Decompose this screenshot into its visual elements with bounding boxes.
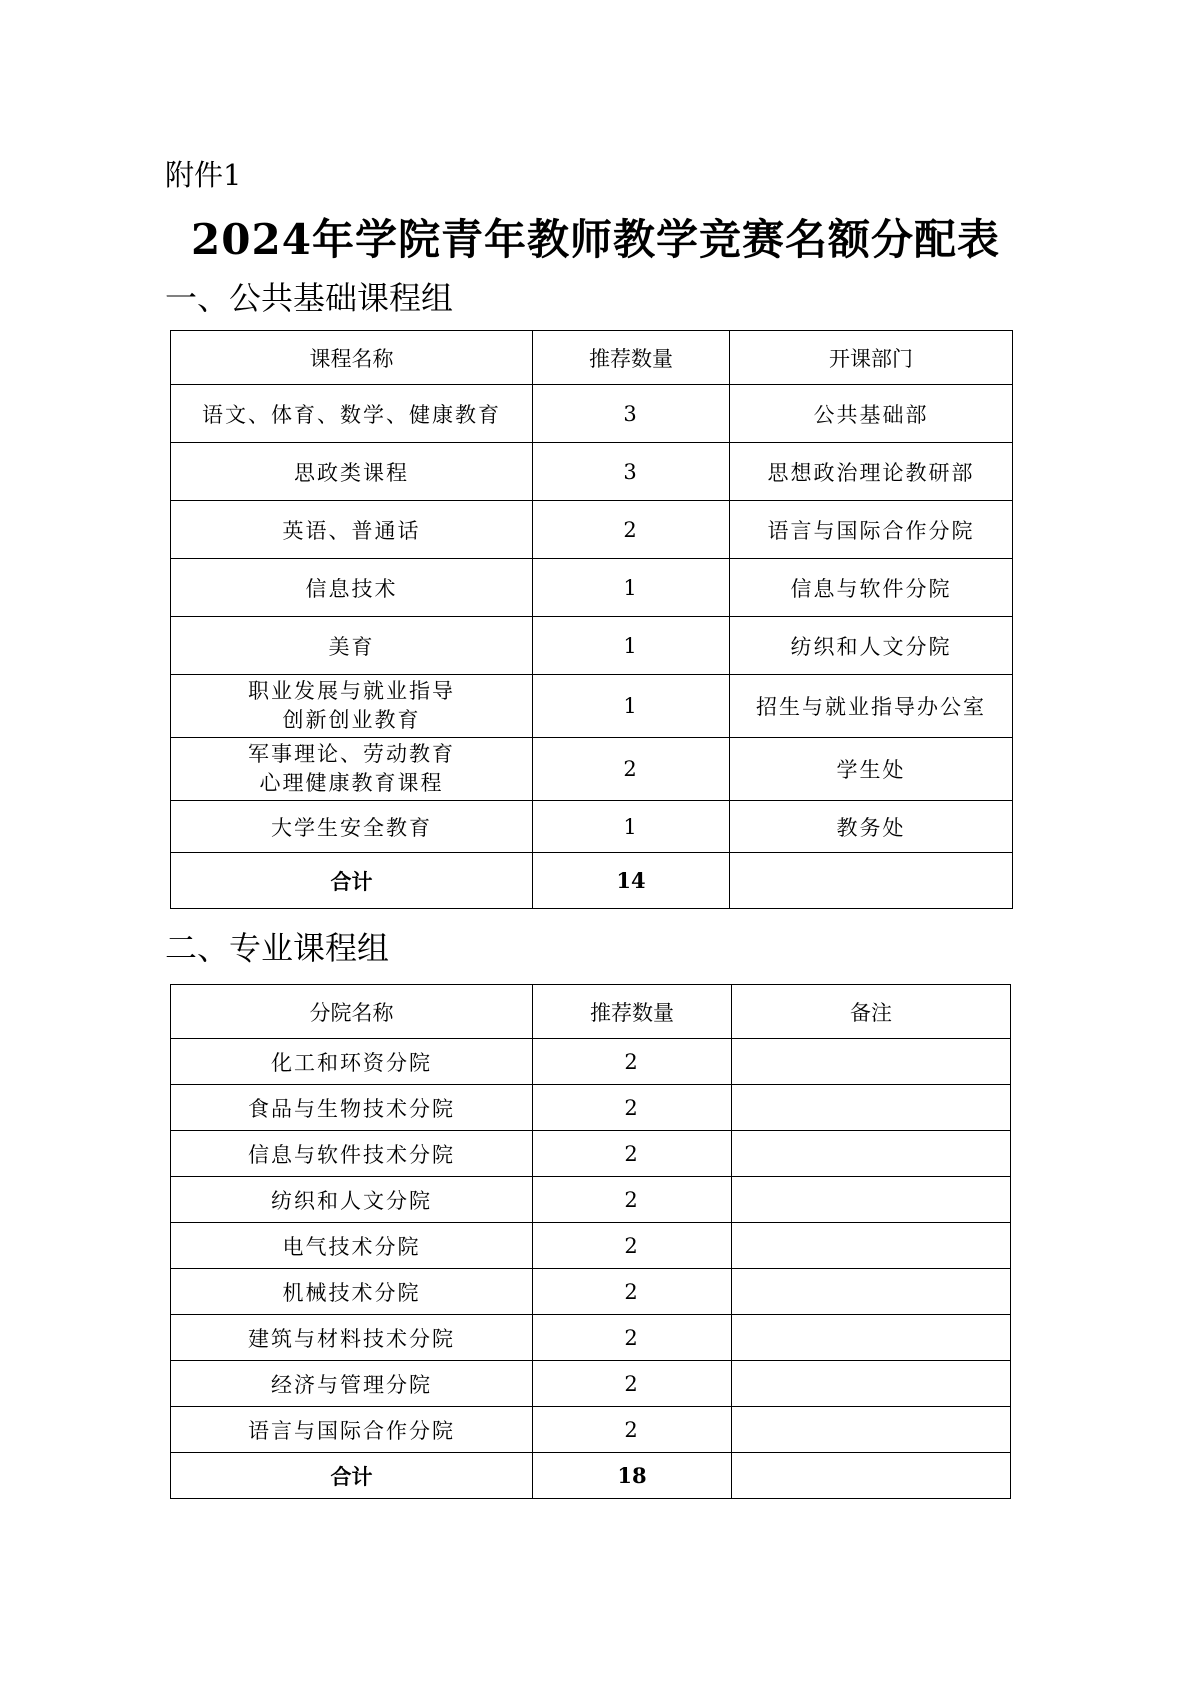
table-row [171,385,1013,443]
count-cell: 1 [533,559,730,617]
section-heading-professional-courses: 二、专业课程组 [165,929,390,967]
header-note: 备注 [732,985,1011,1039]
header-course-name: 课程名称 [171,331,533,385]
count-cell: 1 [533,617,730,675]
table-row [171,1131,1011,1177]
table-row [171,617,1013,675]
count-cell: 2 [533,501,730,559]
course-name: 思政类课程 [294,460,409,485]
table-row [171,1269,1011,1315]
college-name-cell: 机械技术分院 [171,1269,533,1315]
department-cell: 学生处 [730,738,1013,801]
table-row [171,675,1013,738]
note-cell [732,1177,1011,1223]
table-row [171,738,1013,801]
department-cell: 公共基础部 [730,385,1013,443]
course-name-line-1: 军事理论、劳动教育 [248,742,455,766]
page-title: 2024年学院青年教师教学竞赛名额分配表 [191,215,1000,264]
section-heading-public-courses: 一、公共基础课程组 [165,279,454,317]
table-row [171,801,1013,853]
college-name-cell: 语言与国际合作分院 [171,1407,533,1453]
course-name-cell [171,385,533,443]
course-name-line-2: 心理健康教育课程 [259,771,444,795]
professional-courses-table [170,984,1011,1499]
course-name-cell [171,801,533,853]
department-cell: 信息与软件分院 [730,559,1013,617]
count-cell: 3 [533,385,730,443]
count-cell: 2 [533,1315,732,1361]
total-row [171,1453,1011,1499]
course-name-cell [171,675,533,738]
course-name-line-1: 职业发展与就业指导 [248,679,455,703]
table-row [171,559,1013,617]
course-name: 英语、普通话 [282,518,421,543]
total-label: 合计 [171,1453,533,1499]
course-name: 信息技术 [305,576,398,601]
department-cell: 教务处 [730,801,1013,853]
department-cell: 思想政治理论教研部 [730,443,1013,501]
department-cell: 招生与就业指导办公室 [730,675,1013,738]
count-cell: 2 [533,1039,732,1085]
table-row [171,443,1013,501]
count-cell: 1 [533,675,730,738]
header-recommend-count: 推荐数量 [533,985,732,1039]
college-name-cell: 食品与生物技术分院 [171,1085,533,1131]
note-cell [732,1315,1011,1361]
count-cell: 2 [533,1361,732,1407]
course-name-cell [171,738,533,801]
college-name-cell: 信息与软件技术分院 [171,1131,533,1177]
course-name-cell [171,617,533,675]
header-department: 开课部门 [730,331,1013,385]
count-cell: 2 [533,738,730,801]
course-name-cell [171,443,533,501]
header-recommend-count: 推荐数量 [533,331,730,385]
attachment-label: 附件1 [165,158,242,192]
table-row [171,1085,1011,1131]
total-count: 14 [533,853,730,909]
department-cell: 语言与国际合作分院 [730,501,1013,559]
table-header-row [171,331,1013,385]
count-cell: 2 [533,1085,732,1131]
count-cell: 3 [533,443,730,501]
count-cell: 1 [533,801,730,853]
course-name: 语文、体育、数学、健康教育 [202,402,501,427]
count-cell: 2 [533,1177,732,1223]
table-row [171,1407,1011,1453]
note-cell [732,1407,1011,1453]
table-row [171,1315,1011,1361]
table-row [171,1223,1011,1269]
college-name-cell: 经济与管理分院 [171,1361,533,1407]
course-name: 美育 [328,634,375,659]
course-name-cell [171,559,533,617]
total-label: 合计 [171,853,533,909]
college-name-cell: 电气技术分院 [171,1223,533,1269]
table-row [171,1361,1011,1407]
college-name-cell: 化工和环资分院 [171,1039,533,1085]
public-courses-table [170,330,1013,909]
count-cell: 2 [533,1407,732,1453]
count-cell: 2 [533,1269,732,1315]
course-name-cell [171,501,533,559]
total-note [730,853,1013,909]
note-cell [732,1223,1011,1269]
table-row [171,501,1013,559]
note-cell [732,1361,1011,1407]
note-cell [732,1039,1011,1085]
note-cell [732,1131,1011,1177]
college-name-cell: 建筑与材料技术分院 [171,1315,533,1361]
table-row [171,1177,1011,1223]
total-row [171,853,1013,909]
header-college-name: 分院名称 [171,985,533,1039]
table-row [171,1039,1011,1085]
table-header-row [171,985,1011,1039]
count-cell: 2 [533,1223,732,1269]
college-name-cell: 纺织和人文分院 [171,1177,533,1223]
note-cell [732,1269,1011,1315]
note-cell [732,1085,1011,1131]
total-count: 18 [533,1453,732,1499]
total-note [732,1453,1011,1499]
department-cell: 纺织和人文分院 [730,617,1013,675]
course-name: 大学生安全教育 [271,815,432,840]
course-name-line-2: 创新创业教育 [282,708,421,732]
count-cell: 2 [533,1131,732,1177]
